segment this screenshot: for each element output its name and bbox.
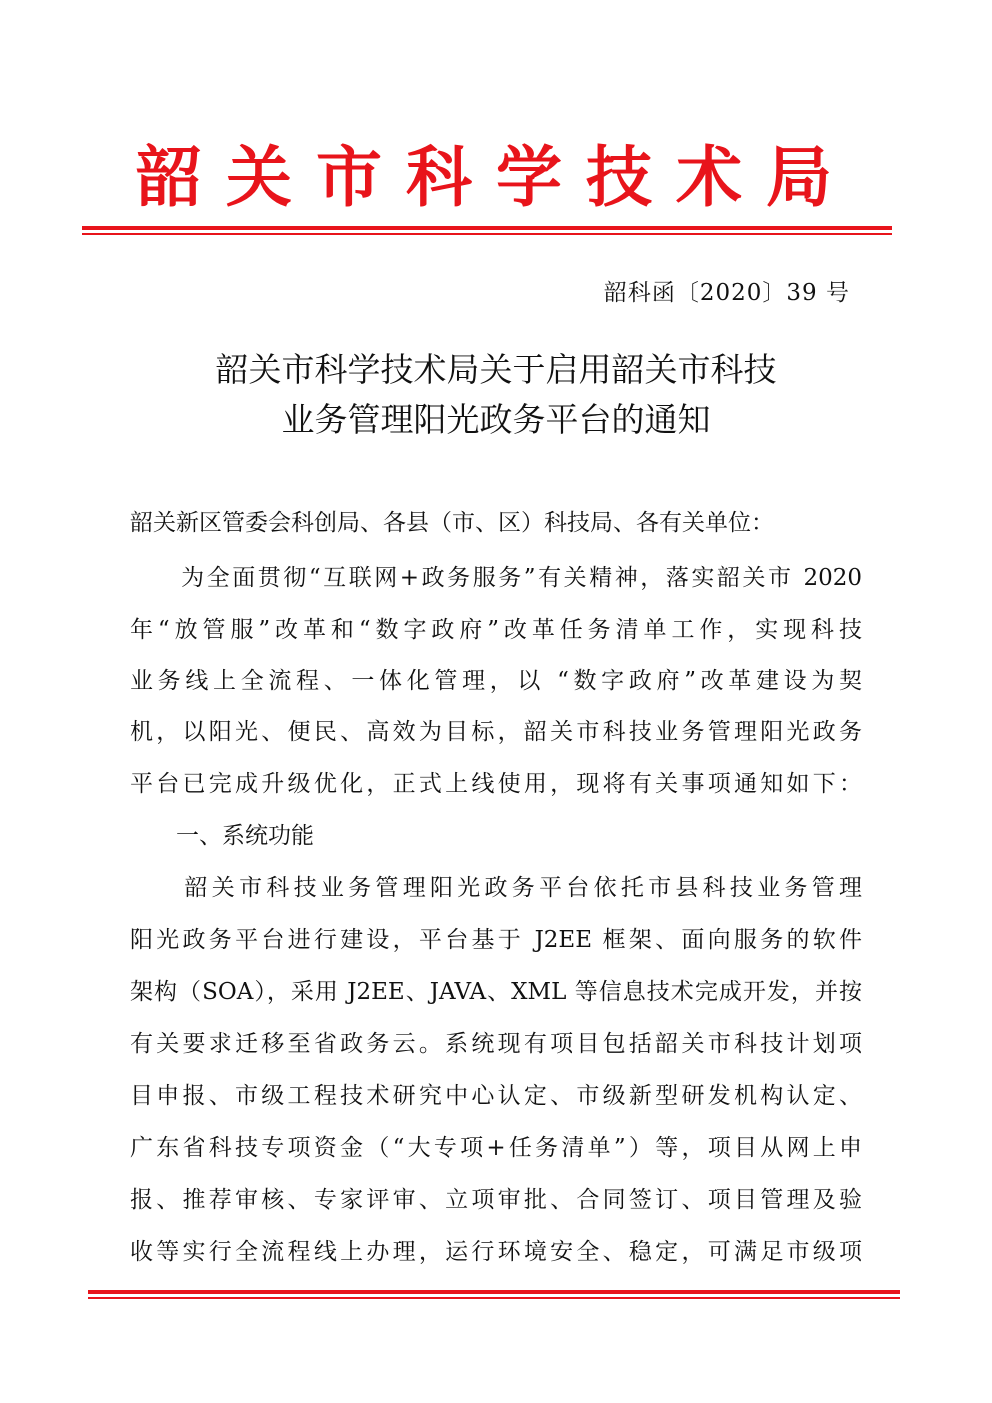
paragraph-line: 广东省科技专项资金（“大专项+任务清单”）等，项目从网上申 — [130, 1135, 862, 1161]
paragraph-line: 年“放管服”改革和“数字政府”改革任务清单工作，实现科技 — [130, 617, 862, 643]
document-title-line-1: 韶关市科学技术局关于启用韶关市科技 — [215, 350, 777, 389]
paragraph-line: 平台已完成升级优化，正式上线使用，现将有关事项通知如下： — [130, 771, 862, 797]
footer-rule-thick — [88, 1290, 900, 1294]
addressee: 韶关新区管委会科创局、各县（市、区）科技局、各有关单位： — [130, 510, 774, 536]
footer-rule-thin — [88, 1297, 900, 1299]
header-rule-thin — [82, 233, 892, 235]
document-title-line-2: 业务管理阳光政务平台的通知 — [281, 400, 711, 439]
document-number: 韶科函〔2020〕39 号 — [603, 280, 850, 306]
paragraph-line: 阳光政务平台进行建设，平台基于 J2EE 框架、面向服务的软件 — [130, 927, 862, 953]
section-heading: 一、系统功能 — [130, 823, 314, 849]
paragraph-line: 为全面贯彻“互联网+政务服务”有关精神，落实韶关市 2020 — [130, 565, 862, 591]
paragraph-line: 目申报、市级工程技术研究中心认定、市级新型研发机构认定、 — [130, 1083, 862, 1109]
paragraph-line: 报、推荐审核、专家评审、立项审批、合同签订、项目管理及验 — [130, 1187, 862, 1213]
paragraph-line: 机，以阳光、便民、高效为目标，韶关市科技业务管理阳光政务 — [130, 719, 862, 745]
paragraph-line: 有关要求迁移至省政务云。系统现有项目包括韶关市科技计划项 — [130, 1031, 862, 1057]
paragraph-line: 业务线上全流程、一体化管理，以 “数字政府”改革建设为契 — [130, 668, 862, 694]
agency-header: 韶关市科学技术局 — [136, 139, 856, 216]
paragraph-line: 架构（SOA），采用 J2EE、JAVA、XML 等信息技术完成开发，并按 — [130, 979, 862, 1005]
paragraph-line: 韶关市科技业务管理阳光政务平台依托市县科技业务管理 — [130, 875, 862, 901]
header-rule-thick — [82, 226, 892, 230]
paragraph-line: 收等实行全流程线上办理，运行环境安全、稳定，可满足市级项 — [130, 1239, 862, 1265]
